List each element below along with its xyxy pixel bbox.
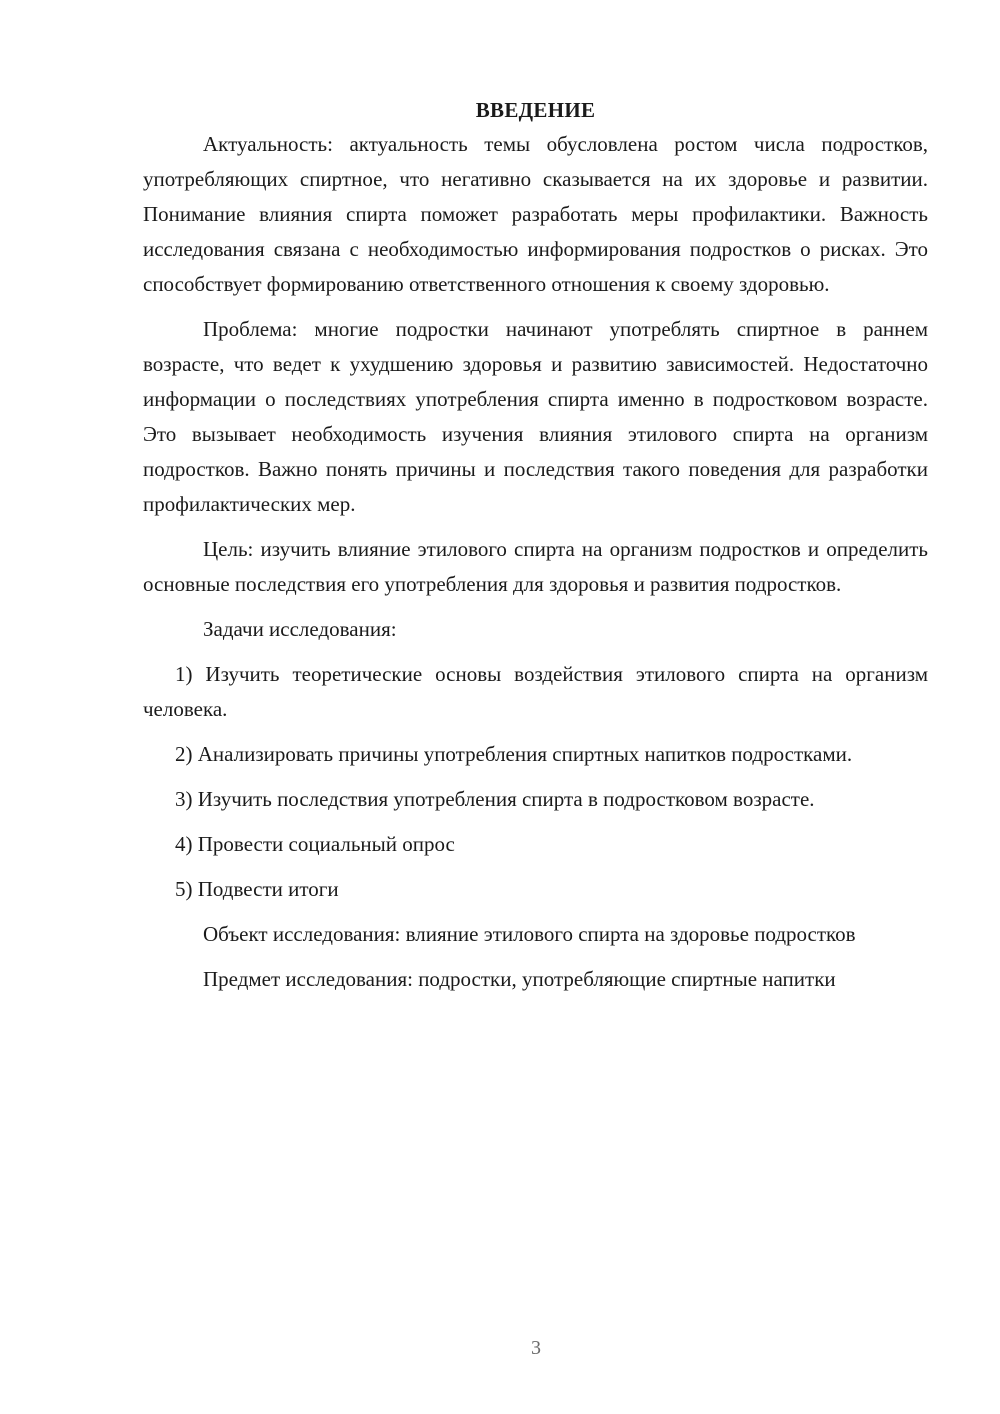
task-item-1: 1) Изучить теоретические основы воздействия этилового спирта на организм человека. <box>143 662 928 721</box>
problem-paragraph: Проблема: многие подростки начинают употреблять спиртное в раннем возрасте, что ведет к ухудшению здоровья и развитию зависимостей. Недостаточно информации о последствиях употребления спирта именно в подростковом возрасте. Это вызывает необходимость изучения влияния этилового спирта на организм подростков. Важно понять причины и последствия такого поведения для разработки профилактических мер. <box>143 317 928 516</box>
goal-paragraph: Цель: изучить влияние этилового спирта на организм подростков и определить основные последствия его употребления для здоровья и развития подростков. <box>143 537 928 596</box>
subject-paragraph: Предмет исследования: подростки, употребляющие спиртные напитки <box>203 967 836 991</box>
tasks-heading: Задачи исследования: <box>203 617 397 641</box>
section-heading: ВВЕДЕНИЕ <box>475 98 596 122</box>
page-content <box>143 93 928 997</box>
task-item-3: 3) Изучить последствия употребления спирта в подростковом возрасте. <box>175 787 815 811</box>
task-item-2: 2) Анализировать причины употребления спиртных напитков подростками. <box>175 742 853 766</box>
task-item-5: 5) Подвести итоги <box>175 877 339 901</box>
page-number: 3 <box>531 1337 541 1359</box>
relevance-paragraph: Актуальность: актуальность темы обусловлена ростом числа подростков, употребляющих спиртное, что негативно сказывается на их здоровье и развитии. Понимание влияния спирта поможет разработать меры профилактики. Важность исследования связана с необходимостью информирования подростков о рисках. Это способствует формированию ответственного отношения к своему здоровью. <box>143 132 928 296</box>
object-paragraph: Объект исследования: влияние этилового спирта на здоровье подростков <box>203 922 856 946</box>
task-item-4: 4) Провести социальный опрос <box>175 832 455 856</box>
